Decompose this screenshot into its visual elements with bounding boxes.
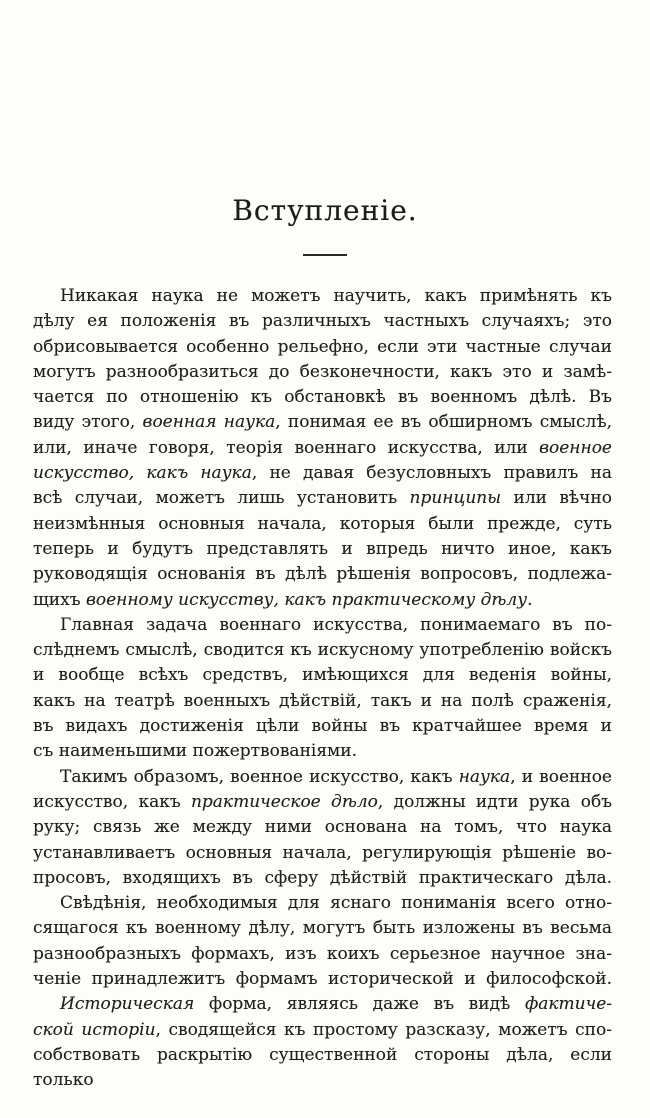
text-line xyxy=(33,309,612,334)
text-segment: сящагося къ военному дѣлу, могутъ быть изложены въ весьма xyxy=(33,918,612,939)
text-segment: руководящія основанія въ дѣлѣ рѣшенія вопросовъ, подлежа- xyxy=(33,564,612,585)
text-line xyxy=(33,1043,612,1091)
text-segment: , должны идти рука объ xyxy=(377,791,612,812)
text-segment: какъ на театрѣ военныхъ дѣйствій, такъ и на полѣ сраженія, xyxy=(33,690,612,711)
text-segment: Главная задача военнаго искусства, понимаемаго въ по- xyxy=(60,614,612,635)
text-segment: , понимая ее въ обширномъ смыслѣ, xyxy=(275,412,612,433)
italic-text-segment: военное xyxy=(539,437,612,458)
text-line xyxy=(33,663,612,688)
text-segment: . xyxy=(527,589,533,610)
italic-text-segment: Историческая xyxy=(60,994,195,1015)
text-segment: собствовать раскрытію существенной стороны дѣла, если только xyxy=(33,1044,612,1091)
text-line xyxy=(33,537,612,562)
text-segment: и вообще всѣхъ средствъ, имѣющихся для веденія войны, xyxy=(33,665,612,686)
page-title: Вступленіе. xyxy=(232,194,418,227)
text-segment: всѣ случаи, можетъ лишь установить xyxy=(33,488,410,509)
text-line xyxy=(33,815,612,840)
text-segment: неизмѣнныя основныя начала, которыя были прежде, суть xyxy=(33,513,612,534)
text-line xyxy=(33,992,612,1017)
text-line xyxy=(33,613,612,638)
text-segment: Никакая наука не можетъ научить, какъ примѣнять къ xyxy=(60,286,612,306)
text-segment: , сводящейся къ простому разсказу, можетъ спо- xyxy=(155,1019,612,1040)
text-line xyxy=(33,866,612,891)
text-segment: , и военное xyxy=(510,766,612,787)
text-segment: обрисовывается особенно рельефно, если эти частные случаи xyxy=(33,336,612,357)
italic-text-segment: наука xyxy=(458,766,511,787)
text-line xyxy=(33,739,612,764)
paragraph xyxy=(33,891,612,992)
text-segment: руку; связь же между ними основана на томъ, что наука xyxy=(33,817,612,838)
text-line xyxy=(33,284,612,309)
italic-text-segment: военному искусству, какъ практическому дѣлу xyxy=(85,589,528,610)
text-line xyxy=(33,790,612,815)
text-segment: форма, являясь даже въ видѣ xyxy=(194,994,525,1015)
text-segment: теперь и будутъ представлять и впредь ничто иное, какъ xyxy=(33,538,612,559)
italic-text-segment: ской исторіи xyxy=(33,1019,156,1040)
text-line xyxy=(33,410,612,435)
text-line xyxy=(33,588,612,613)
text-line xyxy=(33,512,612,537)
text-line xyxy=(33,562,612,587)
text-segment: разнообразныхъ формахъ, изъ коихъ серьезное научное зна- xyxy=(33,943,612,964)
text-line xyxy=(33,360,612,385)
text-line xyxy=(33,335,612,360)
text-line xyxy=(33,1018,612,1043)
italic-text-segment: практическое дѣло xyxy=(190,791,378,812)
text-line xyxy=(33,638,612,663)
text-segment: чается по отношенію къ обстановкѣ въ военномъ дѣлѣ. Въ xyxy=(33,387,612,408)
text-segment: Такимъ образомъ, военное искусство, какъ xyxy=(60,766,459,787)
text-segment: просовъ, входящихъ въ сферу дѣйствій практическаго дѣла. xyxy=(33,867,612,888)
text-segment: дѣлу ея положенія въ различныхъ частныхъ случаяхъ; это xyxy=(33,311,612,332)
text-segment: или вѣчно xyxy=(501,488,612,509)
text-line xyxy=(33,385,612,410)
paragraph xyxy=(33,284,612,613)
text-segment: съ наименьшими пожертвованіями. xyxy=(33,741,358,762)
text-line xyxy=(33,891,612,916)
text-line xyxy=(33,461,612,486)
text-segment: виду этого, xyxy=(33,412,143,433)
text-segment: ченіе принадлежитъ формамъ исторической и философской. xyxy=(33,969,612,990)
text-segment: щихъ xyxy=(33,589,86,610)
text-line xyxy=(33,436,612,461)
text-segment: , не давая безусловныхъ правилъ на xyxy=(251,463,612,484)
text-line xyxy=(33,486,612,511)
text-segment: или, иначе говоря, теорія военнаго искусства, или xyxy=(33,437,540,458)
text-segment: могутъ разнообразиться до безконечности, какъ это и замѣ- xyxy=(33,361,612,382)
text-line xyxy=(33,689,612,714)
text-line xyxy=(33,714,612,739)
text-line xyxy=(33,942,612,967)
paragraph xyxy=(33,992,612,1091)
text-line xyxy=(33,841,612,866)
paragraph xyxy=(33,613,612,765)
text-line xyxy=(33,967,612,992)
text-segment: слѣднемъ смыслѣ, сводится къ искусному употребленію войскъ xyxy=(33,640,612,661)
text-line xyxy=(33,916,612,941)
text-line xyxy=(33,765,612,790)
italic-text-segment: военная наука xyxy=(142,412,276,433)
text-segment: въ видахъ достиженія цѣли войны въ кратчайшее время и xyxy=(33,716,612,737)
title-divider-rule xyxy=(303,254,347,256)
body-text xyxy=(33,284,612,1091)
paragraph xyxy=(33,765,612,891)
italic-text-segment: фактиче- xyxy=(524,994,612,1015)
text-segment: устанавливаетъ основныя начала, регулирующія рѣшеніе во- xyxy=(33,842,612,863)
text-segment: Свѣдѣнія, необходимыя для яснаго пониманія всего отно- xyxy=(60,893,612,914)
text-segment: искусство, какъ xyxy=(33,791,191,812)
italic-text-segment: принципы xyxy=(409,488,502,509)
italic-text-segment: искусство, какъ наука xyxy=(33,463,252,484)
